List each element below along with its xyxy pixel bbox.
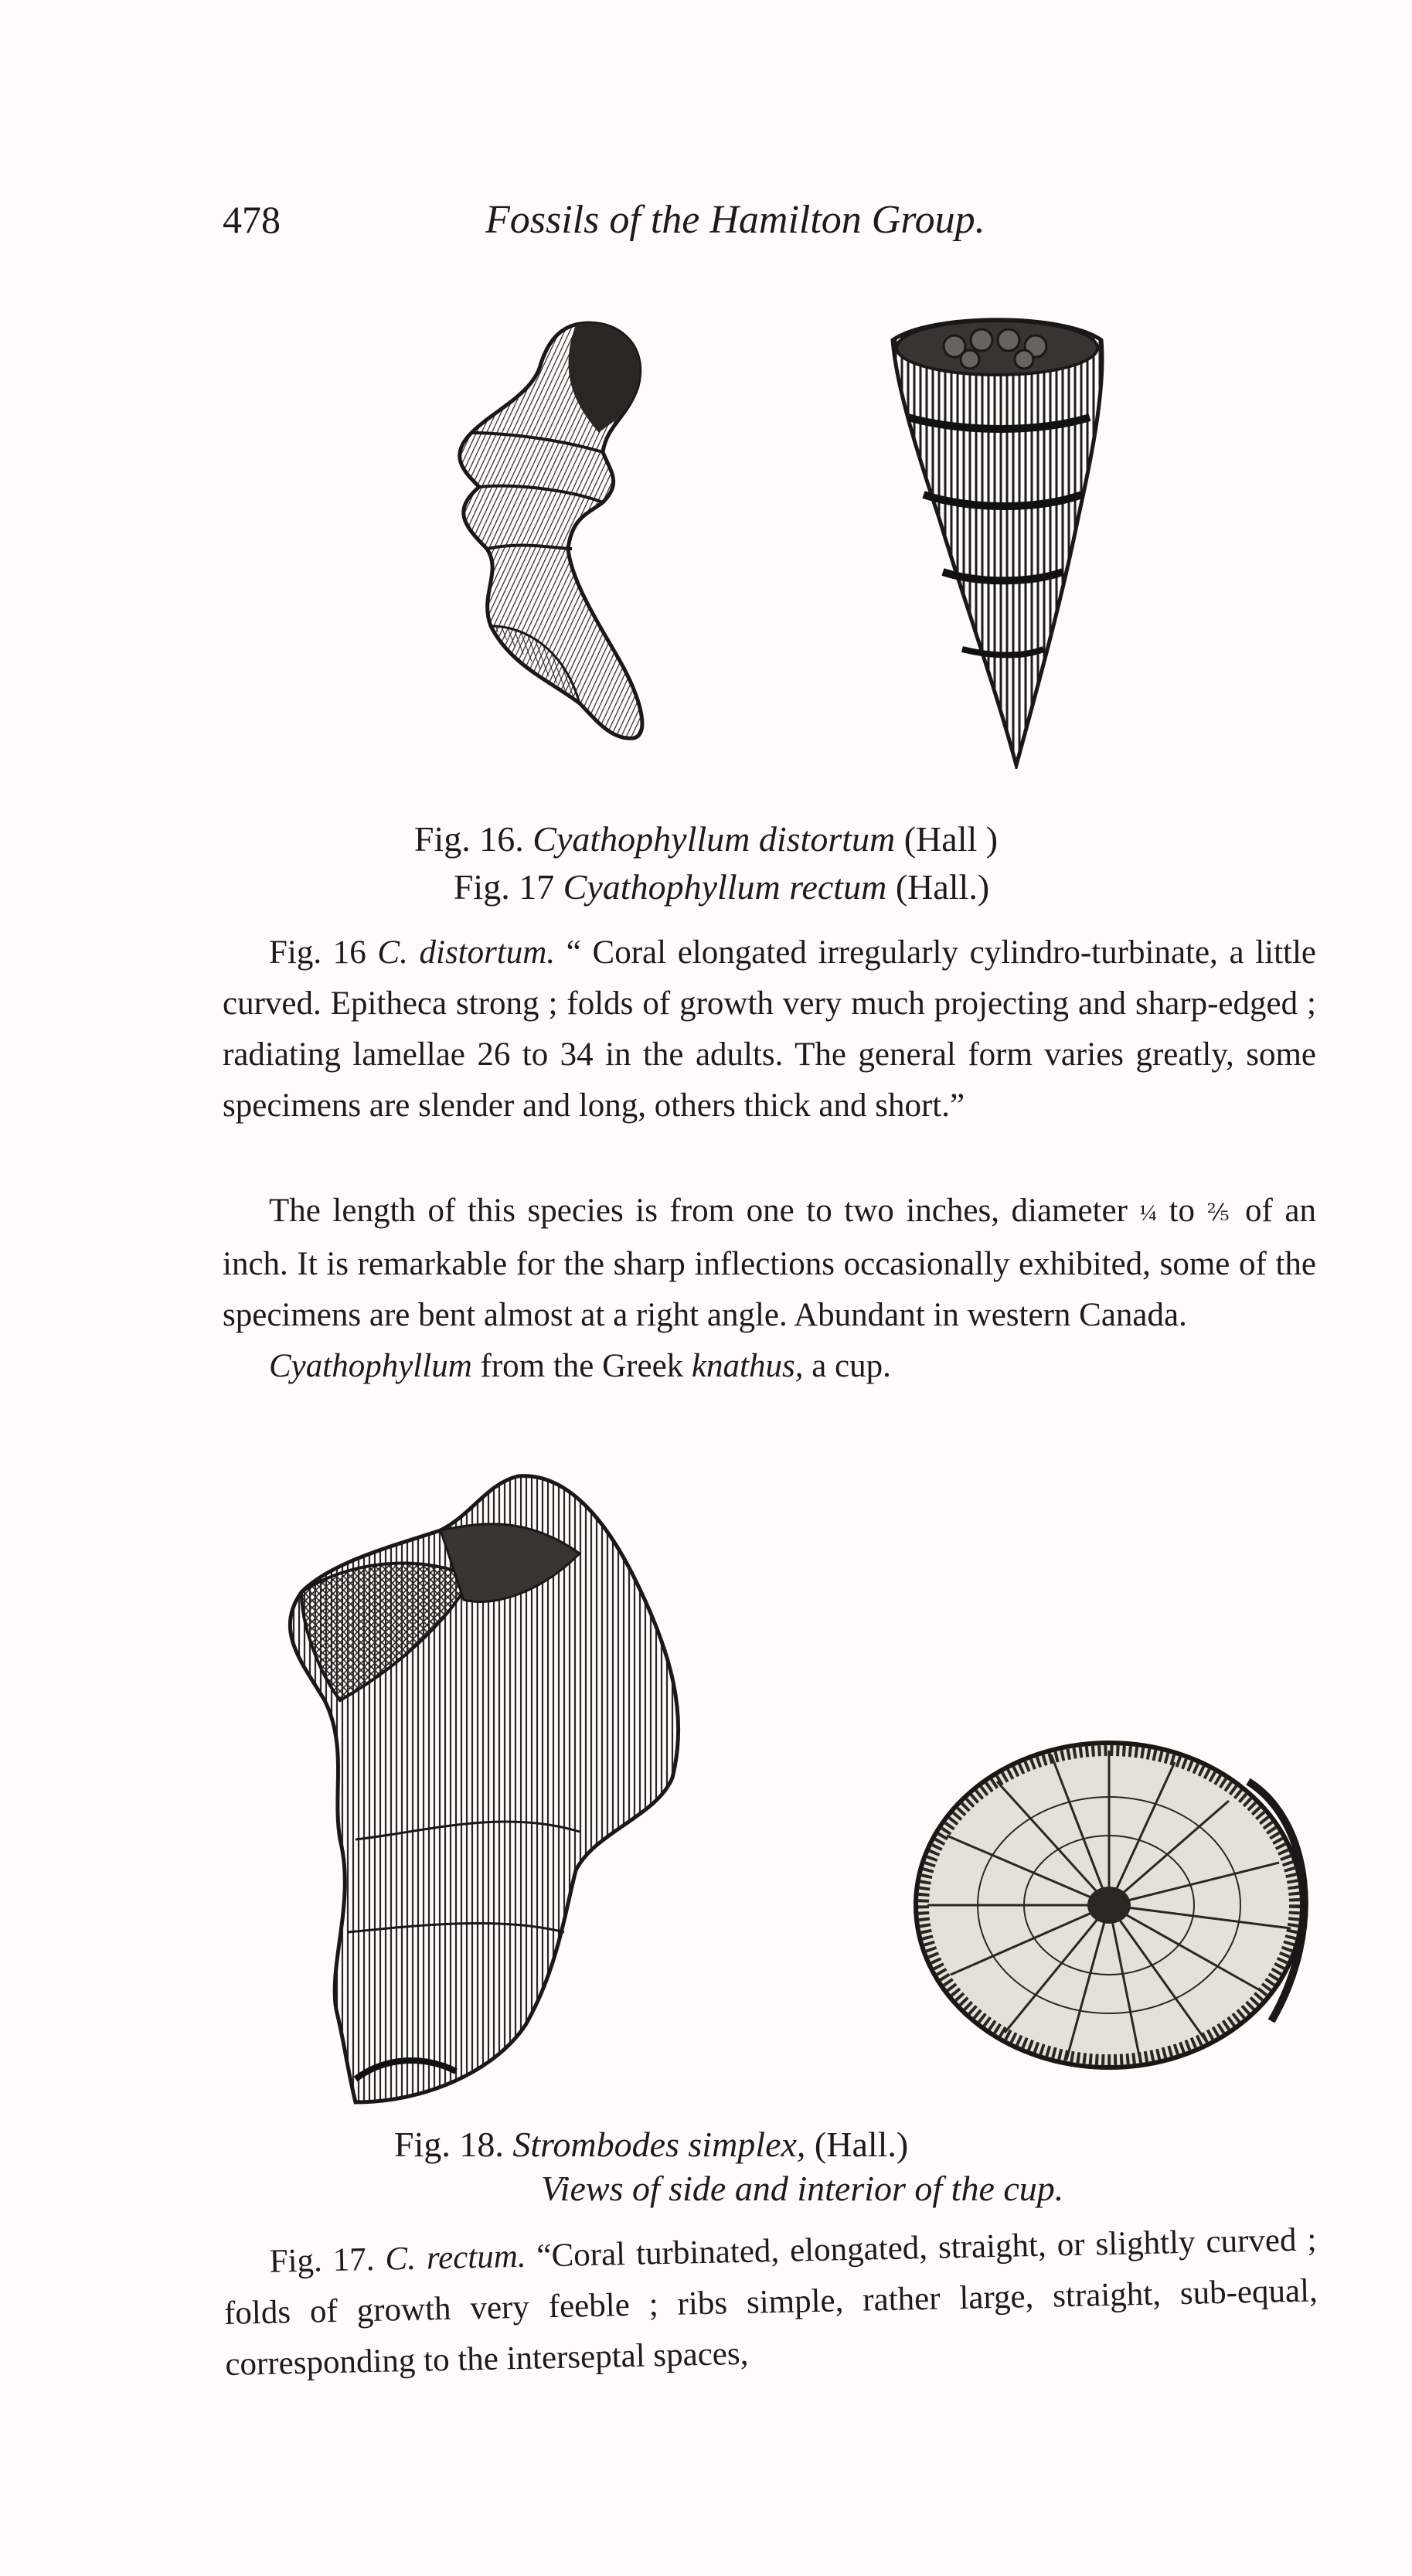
p2-to: to (1169, 1193, 1196, 1229)
fig18-side-view-illustration (270, 1468, 734, 2118)
p3-end: a cup. (811, 1348, 891, 1384)
p4-fig-ref: Fig. 17. (269, 2241, 376, 2280)
fig16-species: Cyathophyllum distortum (532, 819, 896, 859)
p1-species: C. distortum. (377, 934, 556, 971)
p1-fig-ref: Fig. 16 (269, 934, 366, 971)
p1-text: “ Coral elongated irregularly cylindro-turbinate, a little curved. Epitheca strong ; folds of growth very much projecting and sharp-edged ; radiating lamellae 26 to 34 in the adults. The general form varies greatly, some specimens are slender and long, others thick and short.” (223, 934, 1317, 1124)
fig16-label: Fig. 16. (413, 819, 524, 859)
p3-genus: Cyathophyllum (269, 1348, 472, 1384)
page-header (223, 197, 1119, 259)
fig16-coral-illustration (417, 317, 665, 750)
fig18-label: Fig. 18. (394, 2125, 504, 2164)
p3-greek-word: knathus, (691, 1348, 804, 1384)
paragraph-distortum-length (223, 1186, 1316, 1341)
p2-text-a: The length of this species is from one to two inches, diameter (269, 1193, 1128, 1229)
paragraph-distortum-description (223, 927, 1316, 1131)
fig18-interior-view-illustration (908, 1727, 1325, 2075)
fig18-caption (394, 2122, 908, 2168)
fig17-label: Fig. 17 (453, 867, 555, 907)
fig18-subcaption: Views of side and interior of the cup. (541, 2169, 1064, 2208)
fig17-caption (0, 863, 1412, 911)
fig16-caption (0, 815, 1412, 863)
p4-text: “Coral turbinated, elongated, straight, or slightly curved ; folds of growth very feeble ; ribs simple, rather large, straight, sub-equal, corresponding to the interseptal spaces, (223, 2221, 1318, 2383)
paragraph-etymology (223, 1341, 1316, 1392)
fig17-species: Cyathophyllum rectum (563, 867, 887, 907)
fig17-author: (Hall.) (895, 867, 990, 907)
fig16-author: (Hall ) (903, 819, 999, 859)
p4-species: C. rectum. (385, 2237, 526, 2278)
fig18-author: (Hall.) (814, 2125, 909, 2164)
p3-mid: from the Greek (480, 1348, 684, 1384)
p2-text-b: of an inch. It is remarkable for the sharp inflections occasionally exhibited, some of the specimens are bent almost at a right angle. Abundant in western Canada. (223, 1193, 1317, 1334)
paragraph-rectum-description (223, 2214, 1319, 2391)
running-title: Fossils of the Hamilton Group. (485, 198, 985, 242)
fig17-coral-illustration (869, 317, 1124, 769)
fig18-species: Strombodes simplex, (512, 2125, 806, 2164)
p2-fraction-two-fifths: ⅖ (1206, 1200, 1233, 1227)
p2-fraction-quarter: ¼ (1139, 1200, 1158, 1227)
page-number: 478 (223, 198, 281, 241)
